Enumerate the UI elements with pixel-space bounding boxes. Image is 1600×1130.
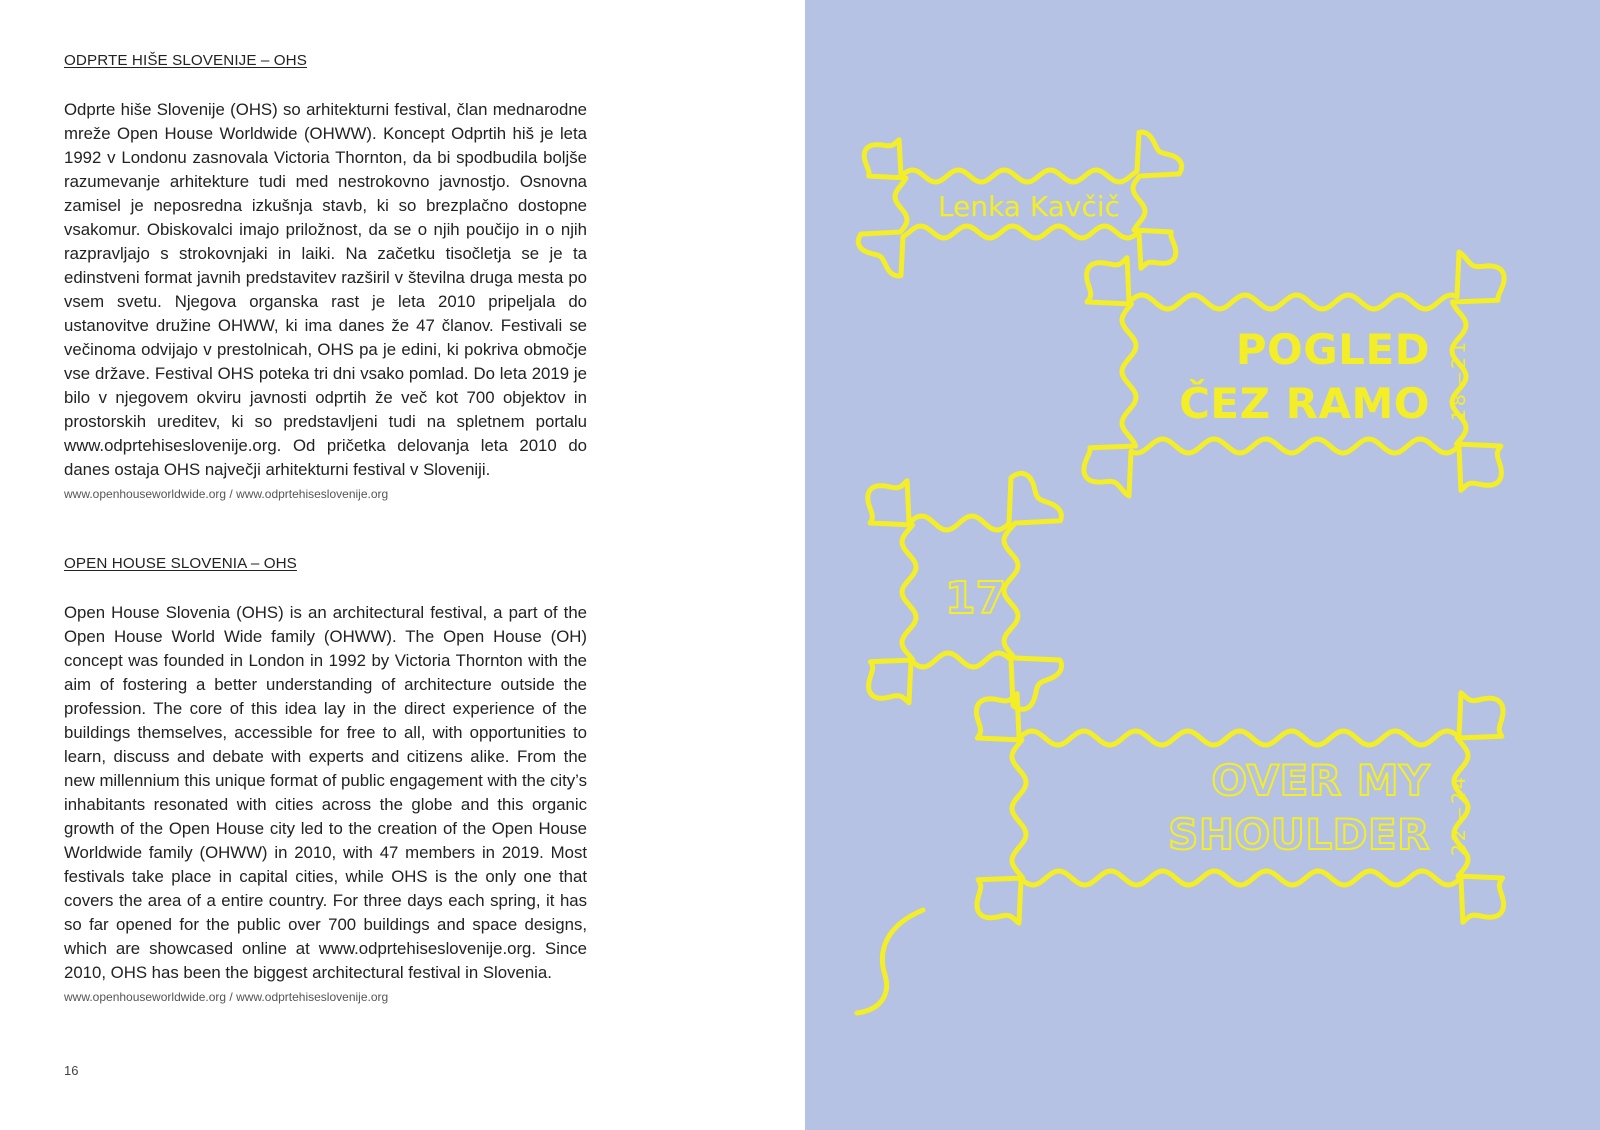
- section-heading-sl: ODPRTE HIŠE SLOVENIJE – OHS: [64, 52, 307, 69]
- section-slovenian: [64, 50, 587, 503]
- section-english: [64, 553, 587, 1006]
- section-body-sl: Odprte hiše Slovenije (OHS) so arhitekturni festival, član mednarodne mreže Open House Worldwide (OHWW). Koncept Odprtih hiš je leta 1992 v Londonu zasnovala Victoria Thornton, da bi spodbudila boljše razumevanje arhitekture tudi med nestrokovno javnostjo. Osnovna zamisel je neposredna izkušnja stavb, ki so brezplačno dostopne vsakomur. Obiskovalci imajo priložnost, da se o njih poučijo in o njih razpravljajo s strokovnjaki in laiki. Na začetku tisočletja se je ta edinstveni format javnih predstavitev razširil v številna druga mesta po vsem svetu. Njegova organska rast je leta 2010 pripeljala do ustanovitve družine OHWW, ki ima danes že 47 članov. Festivali se večinoma odvijajo v prestolnicah, OHS pa je edini, ki pokriva območje vse države. Festival OHS poteka tri dni vsako pomlad. Do leta 2019 je bilo v njegovem okviru javnosti odprtih že več kot 700 objektov in prostorskih ureditev, ki so predstavljeni tudi na spletnem portalu www.odprtehiseslovenije.org. Od pričetka delovanja leta 2010 do danes ostaja OHS največji arhitekturni festival v Sloveniji.: [64, 100, 587, 479]
- title-sl-line-2: ČEZ RAMO: [1179, 379, 1430, 428]
- title-en-range: [1441, 765, 1477, 865]
- title-slovenian: [1179, 323, 1430, 431]
- title-sl-range-text: 18—21: [1448, 338, 1471, 422]
- title-en-line-1: OVER MY: [1211, 756, 1430, 805]
- speech-bubble-tail: [857, 910, 923, 1013]
- section-heading-en: OPEN HOUSE SLOVENIA – OHS: [64, 555, 297, 572]
- title-en-range-text: 22—24: [1448, 773, 1471, 857]
- section-links-en: www.openhouseworldwide.org / www.odprtehiseslovenije.org: [64, 990, 389, 1004]
- author-name: Lenka Kavčič: [938, 190, 1121, 223]
- title-sl-range: [1441, 330, 1477, 430]
- section-body-en: Open House Slovenia (OHS) is an architectural festival, a part of the Open House World Wide family (OHWW). The Open House (OH) concept was founded in London in 1992 by Victoria Thornton with the aim of fostering a better understanding of architecture outside the profession. The core of this idea lay in the direct experience of the buildings themselves, accessible for free to all, with opportunities to learn, discuss and debate with experts and citizens alike. From the new millennium this unique format of public engagement with the city’s inhabitants resonated with cities across the globe and this organic growth of the Open House city led to the creation of the Open House Worldwide family (OHWW) in 2010, with 47 members in 2019. Most festivals take place in capital cities, while OHS is the only one that covers the area of a entire country. For three days each spring, it has so far opened for the public over 700 buildings and space designs, which are showcased online at www.odprtehiseslovenije.org. Since 2010, OHS has been the biggest architectural festival in Slovenia.: [64, 603, 587, 982]
- cover-page: [805, 0, 1600, 1130]
- issue-number: 17: [945, 573, 1007, 624]
- title-en-line-2: SHOULDER: [1168, 810, 1430, 859]
- speech-bubbles-illustration: [805, 0, 1600, 1130]
- page-number: 16: [64, 1063, 79, 1078]
- title-sl-line-1: POGLED: [1235, 325, 1430, 374]
- section-links-sl: www.openhouseworldwide.org / www.odprtehiseslovenije.org: [64, 487, 389, 501]
- title-english: [1168, 754, 1430, 862]
